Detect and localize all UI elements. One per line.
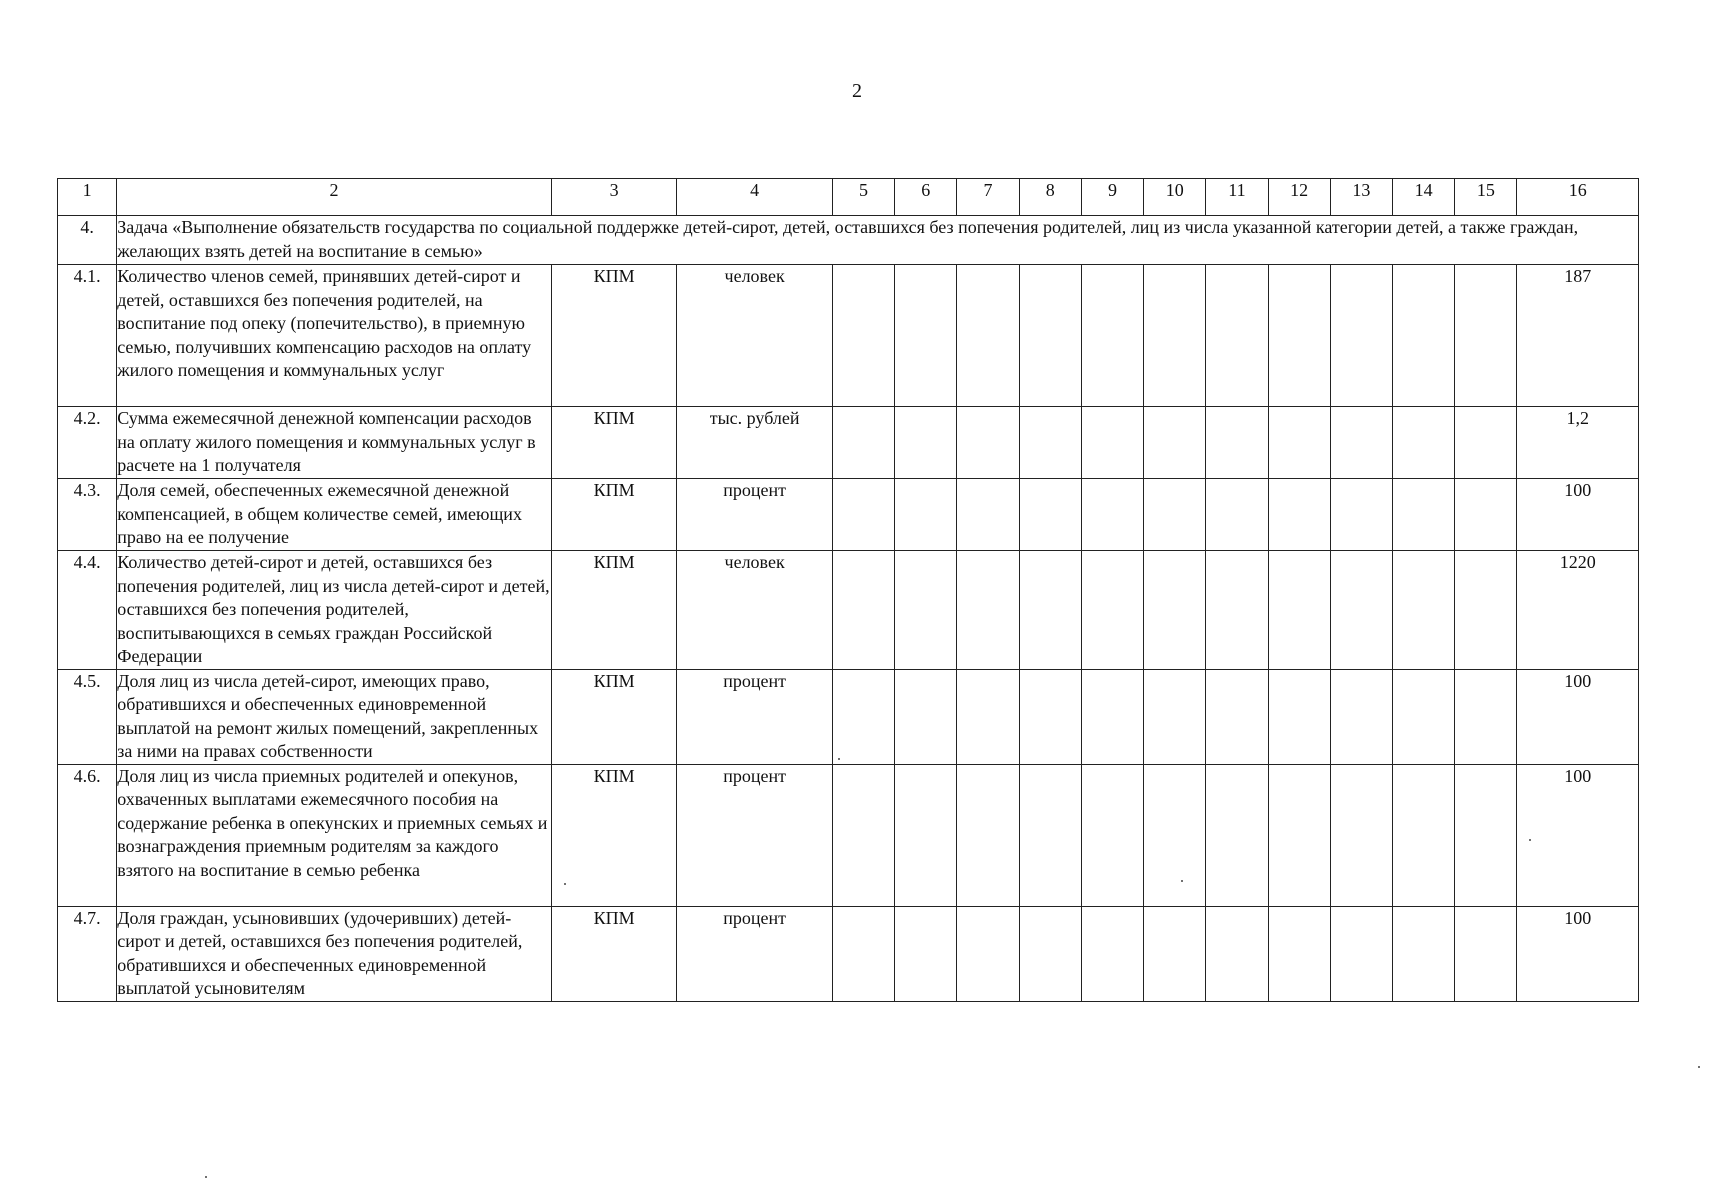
indicator-row <box>58 669 1639 764</box>
empty-cell-col-7 <box>957 479 1019 551</box>
empty-cell-col-11 <box>1206 764 1268 906</box>
row-number: 4.2. <box>58 407 117 479</box>
empty-cell-col-6 <box>895 764 957 906</box>
indicator-row <box>58 265 1639 407</box>
scan-speck <box>838 758 840 760</box>
empty-cell-col-13 <box>1330 479 1392 551</box>
header-col-10: 10 <box>1144 179 1206 216</box>
empty-cell-col-5 <box>832 906 894 1001</box>
empty-cell-col-12 <box>1268 479 1330 551</box>
empty-cell-col-9 <box>1081 407 1143 479</box>
value-cell: 1220 <box>1517 551 1639 670</box>
empty-cell-col-6 <box>895 669 957 764</box>
header-col-15: 15 <box>1455 179 1517 216</box>
row-number: 4.6. <box>58 764 117 906</box>
empty-cell-col-10 <box>1144 764 1206 906</box>
unit-cell: процент <box>677 906 833 1001</box>
value-cell: 100 <box>1517 479 1639 551</box>
header-col-16: 16 <box>1517 179 1639 216</box>
value-cell: 1,2 <box>1517 407 1639 479</box>
empty-cell-col-13 <box>1330 551 1392 670</box>
empty-cell-col-12 <box>1268 407 1330 479</box>
empty-cell-col-13 <box>1330 407 1392 479</box>
program-cell: КПМ <box>551 479 676 551</box>
empty-cell-col-6 <box>895 407 957 479</box>
scan-speck <box>1181 880 1183 882</box>
empty-cell-col-15 <box>1455 265 1517 407</box>
empty-cell-col-13 <box>1330 764 1392 906</box>
empty-cell-col-5 <box>832 764 894 906</box>
empty-cell-col-14 <box>1393 551 1455 670</box>
empty-cell-col-14 <box>1393 906 1455 1001</box>
header-col-5: 5 <box>832 179 894 216</box>
empty-cell-col-10 <box>1144 265 1206 407</box>
empty-cell-col-11 <box>1206 407 1268 479</box>
header-col-8: 8 <box>1019 179 1081 216</box>
unit-cell: тыс. рублей <box>677 407 833 479</box>
indicator-name: Доля семей, обеспеченных ежемесячной денежной компенсацией, в общем количестве семей, имеющих право на ее получение <box>117 479 552 551</box>
task-title: Задача «Выполнение обязательств государства по социальной поддержке детей-сирот, детей, оставшихся без попечения родителей, лиц из числа указанной категории детей, а также граждан, желающих взять детей на воспитание в семью» <box>117 216 1639 265</box>
value-cell: 100 <box>1517 669 1639 764</box>
empty-cell-col-5 <box>832 669 894 764</box>
row-number: 4.3. <box>58 479 117 551</box>
empty-cell-col-7 <box>957 669 1019 764</box>
empty-cell-col-9 <box>1081 265 1143 407</box>
header-col-3: 3 <box>551 179 676 216</box>
empty-cell-col-5 <box>832 479 894 551</box>
indicator-row <box>58 551 1639 670</box>
program-cell: КПМ <box>551 551 676 670</box>
empty-cell-col-13 <box>1330 669 1392 764</box>
indicator-row <box>58 479 1639 551</box>
row-number: 4.7. <box>58 906 117 1001</box>
program-cell: КПМ <box>551 265 676 407</box>
empty-cell-col-13 <box>1330 906 1392 1001</box>
empty-cell-col-15 <box>1455 764 1517 906</box>
program-cell: КПМ <box>551 407 676 479</box>
indicator-row <box>58 407 1639 479</box>
empty-cell-col-12 <box>1268 265 1330 407</box>
empty-cell-col-9 <box>1081 764 1143 906</box>
empty-cell-col-5 <box>832 551 894 670</box>
empty-cell-col-8 <box>1019 764 1081 906</box>
header-col-9: 9 <box>1081 179 1143 216</box>
empty-cell-col-8 <box>1019 479 1081 551</box>
empty-cell-col-5 <box>832 407 894 479</box>
unit-cell: процент <box>677 669 833 764</box>
program-cell: КПМ <box>551 669 676 764</box>
empty-cell-col-14 <box>1393 265 1455 407</box>
indicator-name: Доля граждан, усыновивших (удочеривших) детей-сирот и детей, оставшихся без попечения родителей, обратившихся и обеспеченных единовременной выплатой усыновителям <box>117 906 552 1001</box>
program-cell: КПМ <box>551 764 676 906</box>
header-col-1: 1 <box>58 179 117 216</box>
header-row <box>58 179 1639 216</box>
empty-cell-col-10 <box>1144 479 1206 551</box>
header-col-4: 4 <box>677 179 833 216</box>
empty-cell-col-15 <box>1455 669 1517 764</box>
page-number: 2 <box>852 80 862 102</box>
empty-cell-col-10 <box>1144 551 1206 670</box>
empty-cell-col-15 <box>1455 407 1517 479</box>
row-number: 4.1. <box>58 265 117 407</box>
empty-cell-col-9 <box>1081 551 1143 670</box>
indicators-table <box>57 178 1639 1002</box>
scan-speck <box>564 883 566 885</box>
header-col-13: 13 <box>1330 179 1392 216</box>
value-cell: 100 <box>1517 906 1639 1001</box>
program-cell: КПМ <box>551 906 676 1001</box>
empty-cell-col-8 <box>1019 551 1081 670</box>
header-col-2: 2 <box>117 179 552 216</box>
indicator-row <box>58 906 1639 1001</box>
empty-cell-col-11 <box>1206 669 1268 764</box>
empty-cell-col-12 <box>1268 764 1330 906</box>
header-col-7: 7 <box>957 179 1019 216</box>
empty-cell-col-10 <box>1144 407 1206 479</box>
value-cell: 187 <box>1517 265 1639 407</box>
empty-cell-col-11 <box>1206 265 1268 407</box>
header-col-12: 12 <box>1268 179 1330 216</box>
unit-cell: человек <box>677 551 833 670</box>
empty-cell-col-6 <box>895 906 957 1001</box>
empty-cell-col-10 <box>1144 669 1206 764</box>
empty-cell-col-12 <box>1268 551 1330 670</box>
empty-cell-col-8 <box>1019 407 1081 479</box>
indicator-name: Доля лиц из числа приемных родителей и опекунов, охваченных выплатами ежемесячного пособия на содержание ребенка в опекунских и приемных семьях и вознаграждения приемным родителям за каждого взятого на воспитание в семью ребенка <box>117 764 552 906</box>
empty-cell-col-14 <box>1393 764 1455 906</box>
empty-cell-col-14 <box>1393 669 1455 764</box>
row-number: 4.5. <box>58 669 117 764</box>
unit-cell: человек <box>677 265 833 407</box>
header-col-11: 11 <box>1206 179 1268 216</box>
indicator-name: Доля лиц из числа детей-сирот, имеющих право, обратившихся и обеспеченных единовременной выплатой на ремонт жилых помещений, закрепленных за ними на правах собственности <box>117 669 552 764</box>
empty-cell-col-8 <box>1019 265 1081 407</box>
empty-cell-col-11 <box>1206 906 1268 1001</box>
header-col-14: 14 <box>1393 179 1455 216</box>
empty-cell-col-6 <box>895 265 957 407</box>
empty-cell-col-12 <box>1268 669 1330 764</box>
unit-cell: процент <box>677 764 833 906</box>
scan-speck <box>205 1176 207 1178</box>
empty-cell-col-11 <box>1206 479 1268 551</box>
empty-cell-col-8 <box>1019 906 1081 1001</box>
empty-cell-col-10 <box>1144 906 1206 1001</box>
empty-cell-col-7 <box>957 407 1019 479</box>
empty-cell-col-8 <box>1019 669 1081 764</box>
empty-cell-col-9 <box>1081 906 1143 1001</box>
header-col-6: 6 <box>895 179 957 216</box>
empty-cell-col-14 <box>1393 407 1455 479</box>
task-row <box>58 216 1639 265</box>
value-cell: 100 <box>1517 764 1639 906</box>
empty-cell-col-5 <box>832 265 894 407</box>
empty-cell-col-6 <box>895 551 957 670</box>
empty-cell-col-14 <box>1393 479 1455 551</box>
empty-cell-col-15 <box>1455 479 1517 551</box>
indicator-name: Количество детей-сирот и детей, оставшихся без попечения родителей, лиц из числа детей-сирот и детей, оставшихся без попечения родителей, воспитывающихся в семьях граждан Российской Федерации <box>117 551 552 670</box>
row-number: 4.4. <box>58 551 117 670</box>
empty-cell-col-15 <box>1455 906 1517 1001</box>
scan-speck <box>1698 1066 1700 1068</box>
empty-cell-col-13 <box>1330 265 1392 407</box>
empty-cell-col-12 <box>1268 906 1330 1001</box>
indicator-row <box>58 764 1639 906</box>
empty-cell-col-7 <box>957 764 1019 906</box>
scan-speck <box>1529 839 1531 841</box>
unit-cell: процент <box>677 479 833 551</box>
empty-cell-col-9 <box>1081 479 1143 551</box>
indicator-name: Сумма ежемесячной денежной компенсации расходов на оплату жилого помещения и коммунальных услуг в расчете на 1 получателя <box>117 407 552 479</box>
empty-cell-col-7 <box>957 906 1019 1001</box>
empty-cell-col-7 <box>957 551 1019 670</box>
empty-cell-col-9 <box>1081 669 1143 764</box>
indicator-name: Количество членов семей, принявших детей-сирот и детей, оставшихся без попечения родителей, на воспитание под опеку (попечительство), в приемную семью, получивших компенсацию расходов на оплату жилого помещения и коммунальных услуг <box>117 265 552 407</box>
empty-cell-col-11 <box>1206 551 1268 670</box>
empty-cell-col-15 <box>1455 551 1517 670</box>
empty-cell-col-7 <box>957 265 1019 407</box>
empty-cell-col-6 <box>895 479 957 551</box>
task-number: 4. <box>58 216 117 265</box>
